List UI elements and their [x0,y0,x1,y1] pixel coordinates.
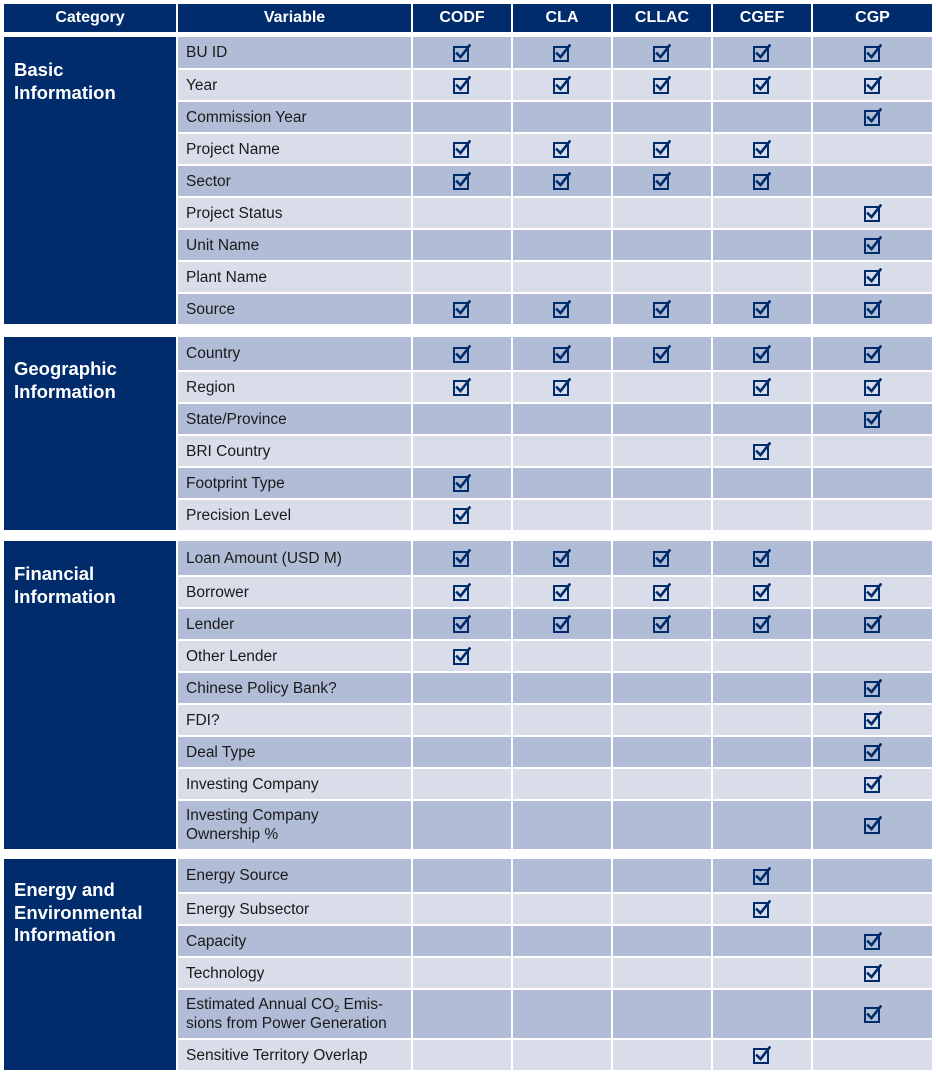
variable-label: State/Province [186,410,287,428]
check-cell-cllac [613,894,711,924]
checked-checkbox-icon [864,711,882,729]
check-cell-cgef [713,801,811,849]
variable-label: Year [186,76,218,94]
check-cell-cgp [813,37,932,68]
variable-label: Energy Source [186,867,289,884]
header-codf: CODF [413,4,511,32]
check-cell-cla [513,737,611,767]
checked-checkbox-icon [653,172,671,190]
checked-checkbox-icon [753,549,771,567]
variable-cell [178,372,411,402]
check-cell-cgef [713,337,811,370]
check-cell-codf [413,769,511,799]
variable-cell [178,673,411,703]
check-cell-cllac [613,577,711,607]
variable-label: Plant Name [186,268,267,286]
check-cell-cllac [613,134,711,164]
variable-cell [178,859,411,892]
check-cell-cgp [813,262,932,292]
variable-cell [178,404,411,434]
variable-label: Estimated Annual $CO_2$ Emis- sions from Power Generation [186,996,387,1032]
check-cell-codf [413,641,511,671]
variable-cell [178,70,411,100]
checked-checkbox-icon [753,867,771,885]
checked-checkbox-icon [753,345,771,363]
variable-cell [178,769,411,799]
variable-label: Investing Company Ownership % [186,807,319,843]
check-cell-cllac [613,859,711,892]
checked-checkbox-icon [553,76,571,94]
checked-checkbox-icon [653,300,671,318]
check-cell-codf [413,198,511,228]
check-cell-cla [513,990,611,1038]
checked-checkbox-icon [864,775,882,793]
checked-checkbox-icon [453,345,471,363]
variable-cell [178,436,411,466]
check-cell-cgp [813,577,932,607]
checked-checkbox-icon [553,378,571,396]
variable-label: BRI Country [186,442,271,460]
checked-checkbox-icon [753,378,771,396]
check-cell-codf [413,894,511,924]
check-cell-cgef [713,70,811,100]
category-label: Basic Information [4,37,176,324]
check-cell-cllac [613,541,711,575]
variable-cell [178,468,411,498]
check-cell-cla [513,262,611,292]
check-cell-cgef [713,609,811,639]
check-cell-cla [513,294,611,324]
check-cell-cllac [613,705,711,735]
variable-cell [178,102,411,132]
checked-checkbox-icon [653,140,671,158]
variable-cell [178,37,411,68]
check-cell-codf [413,404,511,434]
variable-label: Capacity [186,932,247,950]
checked-checkbox-icon [453,300,471,318]
check-cell-cllac [613,337,711,370]
header-variable: Variable [178,4,411,32]
checked-checkbox-icon [553,615,571,633]
check-cell-cgef [713,705,811,735]
checked-checkbox-icon [753,44,771,62]
check-cell-cgp [813,859,932,892]
variable-cell [178,926,411,956]
check-cell-cgef [713,859,811,892]
check-cell-codf [413,230,511,260]
check-cell-codf [413,70,511,100]
checked-checkbox-icon [864,345,882,363]
checked-checkbox-icon [864,44,882,62]
check-cell-cllac [613,166,711,196]
check-cell-cgp [813,894,932,924]
variable-label: Investing Company [186,775,319,793]
variable-cell [178,262,411,292]
variable-cell [178,641,411,671]
check-cell-cla [513,37,611,68]
check-cell-codf [413,372,511,402]
check-cell-cgp [813,801,932,849]
check-cell-codf [413,801,511,849]
checked-checkbox-icon [653,44,671,62]
check-cell-cllac [613,926,711,956]
check-cell-cla [513,926,611,956]
checked-checkbox-icon [653,76,671,94]
check-cell-codf [413,468,511,498]
checked-checkbox-icon [753,900,771,918]
checked-checkbox-icon [864,615,882,633]
checked-checkbox-icon [864,204,882,222]
checked-checkbox-icon [453,378,471,396]
checked-checkbox-icon [453,647,471,665]
check-cell-cllac [613,769,711,799]
check-cell-cgp [813,926,932,956]
check-cell-cgef [713,958,811,988]
checked-checkbox-icon [753,615,771,633]
variable-label: FDI? [186,711,220,729]
checked-checkbox-icon [553,583,571,601]
check-cell-cla [513,372,611,402]
check-cell-cgp [813,990,932,1038]
check-cell-cgp [813,372,932,402]
check-cell-cla [513,102,611,132]
check-cell-codf [413,337,511,370]
variable-cell [178,609,411,639]
checked-checkbox-icon [753,300,771,318]
check-cell-cla [513,958,611,988]
checked-checkbox-icon [864,76,882,94]
variable-cell [178,337,411,370]
checked-checkbox-icon [864,743,882,761]
variable-cell [178,958,411,988]
check-cell-cllac [613,404,711,434]
variable-label: Region [186,378,236,396]
check-cell-cgp [813,436,932,466]
variable-cell [178,294,411,324]
check-cell-cgef [713,577,811,607]
variable-label: Sensitive Territory Overlap [186,1046,368,1064]
checked-checkbox-icon [453,140,471,158]
checked-checkbox-icon [653,583,671,601]
category-label: Geographic Information [4,337,176,530]
header-cgef: CGEF [713,4,811,32]
check-cell-cllac [613,230,711,260]
checked-checkbox-icon [653,345,671,363]
check-cell-codf [413,166,511,196]
check-cell-codf [413,262,511,292]
checked-checkbox-icon [653,549,671,567]
checked-checkbox-icon [753,140,771,158]
variable-label: Technology [186,964,265,982]
variable-label: Project Status [186,204,283,222]
variable-label: Unit Name [186,236,260,254]
check-cell-cgp [813,1040,932,1070]
header-cla: CLA [513,4,611,32]
check-cell-cgp [813,737,932,767]
variable-label: Precision Level [186,506,292,524]
check-cell-cla [513,894,611,924]
variable-cell [178,198,411,228]
check-cell-cgp [813,673,932,703]
check-cell-codf [413,102,511,132]
check-cell-cllac [613,294,711,324]
check-cell-cla [513,609,611,639]
check-cell-cgp [813,166,932,196]
check-cell-cgef [713,134,811,164]
check-cell-codf [413,1040,511,1070]
checked-checkbox-icon [453,549,471,567]
check-cell-codf [413,134,511,164]
checked-checkbox-icon [864,932,882,950]
checked-checkbox-icon [453,615,471,633]
checked-checkbox-icon [864,816,882,834]
check-cell-cllac [613,500,711,530]
check-cell-cllac [613,70,711,100]
check-cell-cgef [713,166,811,196]
check-cell-cgef [713,102,811,132]
check-cell-cgef [713,294,811,324]
checked-checkbox-icon [453,172,471,190]
check-cell-cgef [713,404,811,434]
variable-label: Project Name [186,140,280,158]
check-cell-cllac [613,37,711,68]
variable-label: Deal Type [186,743,256,761]
variable-cell [178,230,411,260]
checked-checkbox-icon [453,76,471,94]
check-cell-cllac [613,801,711,849]
variable-cell [178,166,411,196]
check-cell-cgef [713,990,811,1038]
checked-checkbox-icon [864,1005,882,1023]
checked-checkbox-icon [453,583,471,601]
checked-checkbox-icon [653,615,671,633]
check-cell-cllac [613,958,711,988]
check-cell-cla [513,404,611,434]
check-cell-cgef [713,436,811,466]
variable-label: BU ID [186,44,228,61]
check-cell-cla [513,801,611,849]
variable-label: Energy Subsector [186,900,310,918]
header-category: Category [4,4,176,32]
check-cell-codf [413,436,511,466]
checked-checkbox-icon [553,172,571,190]
check-cell-cgp [813,230,932,260]
variable-label: Lender [186,615,235,633]
check-cell-cgef [713,37,811,68]
check-cell-cgp [813,134,932,164]
checked-checkbox-icon [864,268,882,286]
check-cell-cllac [613,372,711,402]
check-cell-cgef [713,468,811,498]
check-cell-cgp [813,468,932,498]
variable-label: Country [186,345,241,362]
check-cell-cla [513,673,611,703]
check-cell-cgp [813,705,932,735]
check-cell-cllac [613,641,711,671]
variable-cell [178,134,411,164]
check-cell-cgp [813,70,932,100]
check-cell-cgp [813,294,932,324]
variable-label: Commission Year [186,108,307,126]
check-cell-cla [513,705,611,735]
check-cell-cgp [813,541,932,575]
check-cell-cllac [613,102,711,132]
variable-label: Source [186,300,236,318]
check-cell-cgef [713,1040,811,1070]
check-cell-codf [413,958,511,988]
checked-checkbox-icon [864,236,882,254]
check-cell-cgp [813,198,932,228]
check-cell-cllac [613,737,711,767]
check-cell-cla [513,134,611,164]
checked-checkbox-icon [553,300,571,318]
check-cell-cgef [713,641,811,671]
checked-checkbox-icon [864,964,882,982]
checked-checkbox-icon [864,583,882,601]
variable-cell [178,1040,411,1070]
check-cell-cla [513,577,611,607]
variable-label: Chinese Policy Bank? [186,679,337,697]
header-cllac: CLLAC [613,4,711,32]
header-cgp: CGP [813,4,932,32]
variable-cell [178,990,411,1038]
check-cell-cgef [713,894,811,924]
check-cell-cla [513,500,611,530]
check-cell-cgef [713,769,811,799]
check-cell-cllac [613,262,711,292]
checked-checkbox-icon [753,442,771,460]
check-cell-cllac [613,990,711,1038]
checked-checkbox-icon [753,172,771,190]
variable-cell [178,577,411,607]
check-cell-cgef [713,926,811,956]
checked-checkbox-icon [453,506,471,524]
category-label: Energy and Environmental Information [4,859,176,1070]
check-cell-codf [413,737,511,767]
check-cell-cllac [613,468,711,498]
check-cell-cllac [613,609,711,639]
variable-cell [178,801,411,849]
check-cell-codf [413,926,511,956]
check-cell-cla [513,769,611,799]
check-cell-cgef [713,673,811,703]
variable-label: Loan Amount (USD M) [186,549,342,567]
check-cell-codf [413,609,511,639]
variable-cell [178,894,411,924]
check-cell-cla [513,337,611,370]
checked-checkbox-icon [453,44,471,62]
check-cell-codf [413,705,511,735]
check-cell-cgp [813,102,932,132]
check-cell-cla [513,198,611,228]
check-cell-cgef [713,541,811,575]
checked-checkbox-icon [864,300,882,318]
check-cell-codf [413,294,511,324]
check-cell-cgef [713,737,811,767]
check-cell-cgp [813,609,932,639]
checked-checkbox-icon [553,140,571,158]
checked-checkbox-icon [864,378,882,396]
check-cell-cgp [813,404,932,434]
check-cell-cgef [713,198,811,228]
check-cell-cgp [813,769,932,799]
check-cell-codf [413,500,511,530]
check-cell-cgef [713,372,811,402]
check-cell-cla [513,70,611,100]
variable-cell [178,705,411,735]
variable-label: Other Lender [186,647,278,665]
checked-checkbox-icon [553,549,571,567]
check-cell-cgp [813,500,932,530]
check-cell-cla [513,1040,611,1070]
check-cell-codf [413,37,511,68]
check-cell-cla [513,166,611,196]
variable-label: Borrower [186,583,249,601]
check-cell-cgp [813,337,932,370]
check-cell-codf [413,541,511,575]
category-label: Financial Information [4,541,176,849]
check-cell-cllac [613,198,711,228]
checked-checkbox-icon [864,679,882,697]
variable-cell [178,737,411,767]
checked-checkbox-icon [553,44,571,62]
checked-checkbox-icon [453,474,471,492]
checked-checkbox-icon [753,583,771,601]
check-cell-cla [513,541,611,575]
variable-label: Sector [186,172,231,190]
checked-checkbox-icon [864,410,882,428]
check-cell-cla [513,641,611,671]
check-cell-codf [413,990,511,1038]
check-cell-codf [413,577,511,607]
check-cell-cla [513,859,611,892]
variable-cell [178,500,411,530]
check-cell-cllac [613,1040,711,1070]
variable-cell [178,541,411,575]
check-cell-cllac [613,673,711,703]
check-cell-cgef [713,500,811,530]
check-cell-cgef [713,262,811,292]
variable-label: Footprint Type [186,474,285,492]
checked-checkbox-icon [553,345,571,363]
checked-checkbox-icon [753,1046,771,1064]
check-cell-codf [413,673,511,703]
check-cell-codf [413,859,511,892]
check-cell-cgp [813,958,932,988]
check-cell-cgp [813,641,932,671]
check-cell-cla [513,468,611,498]
check-cell-cla [513,230,611,260]
check-cell-cgef [713,230,811,260]
checked-checkbox-icon [864,108,882,126]
checked-checkbox-icon [753,76,771,94]
check-cell-cla [513,436,611,466]
check-cell-cllac [613,436,711,466]
